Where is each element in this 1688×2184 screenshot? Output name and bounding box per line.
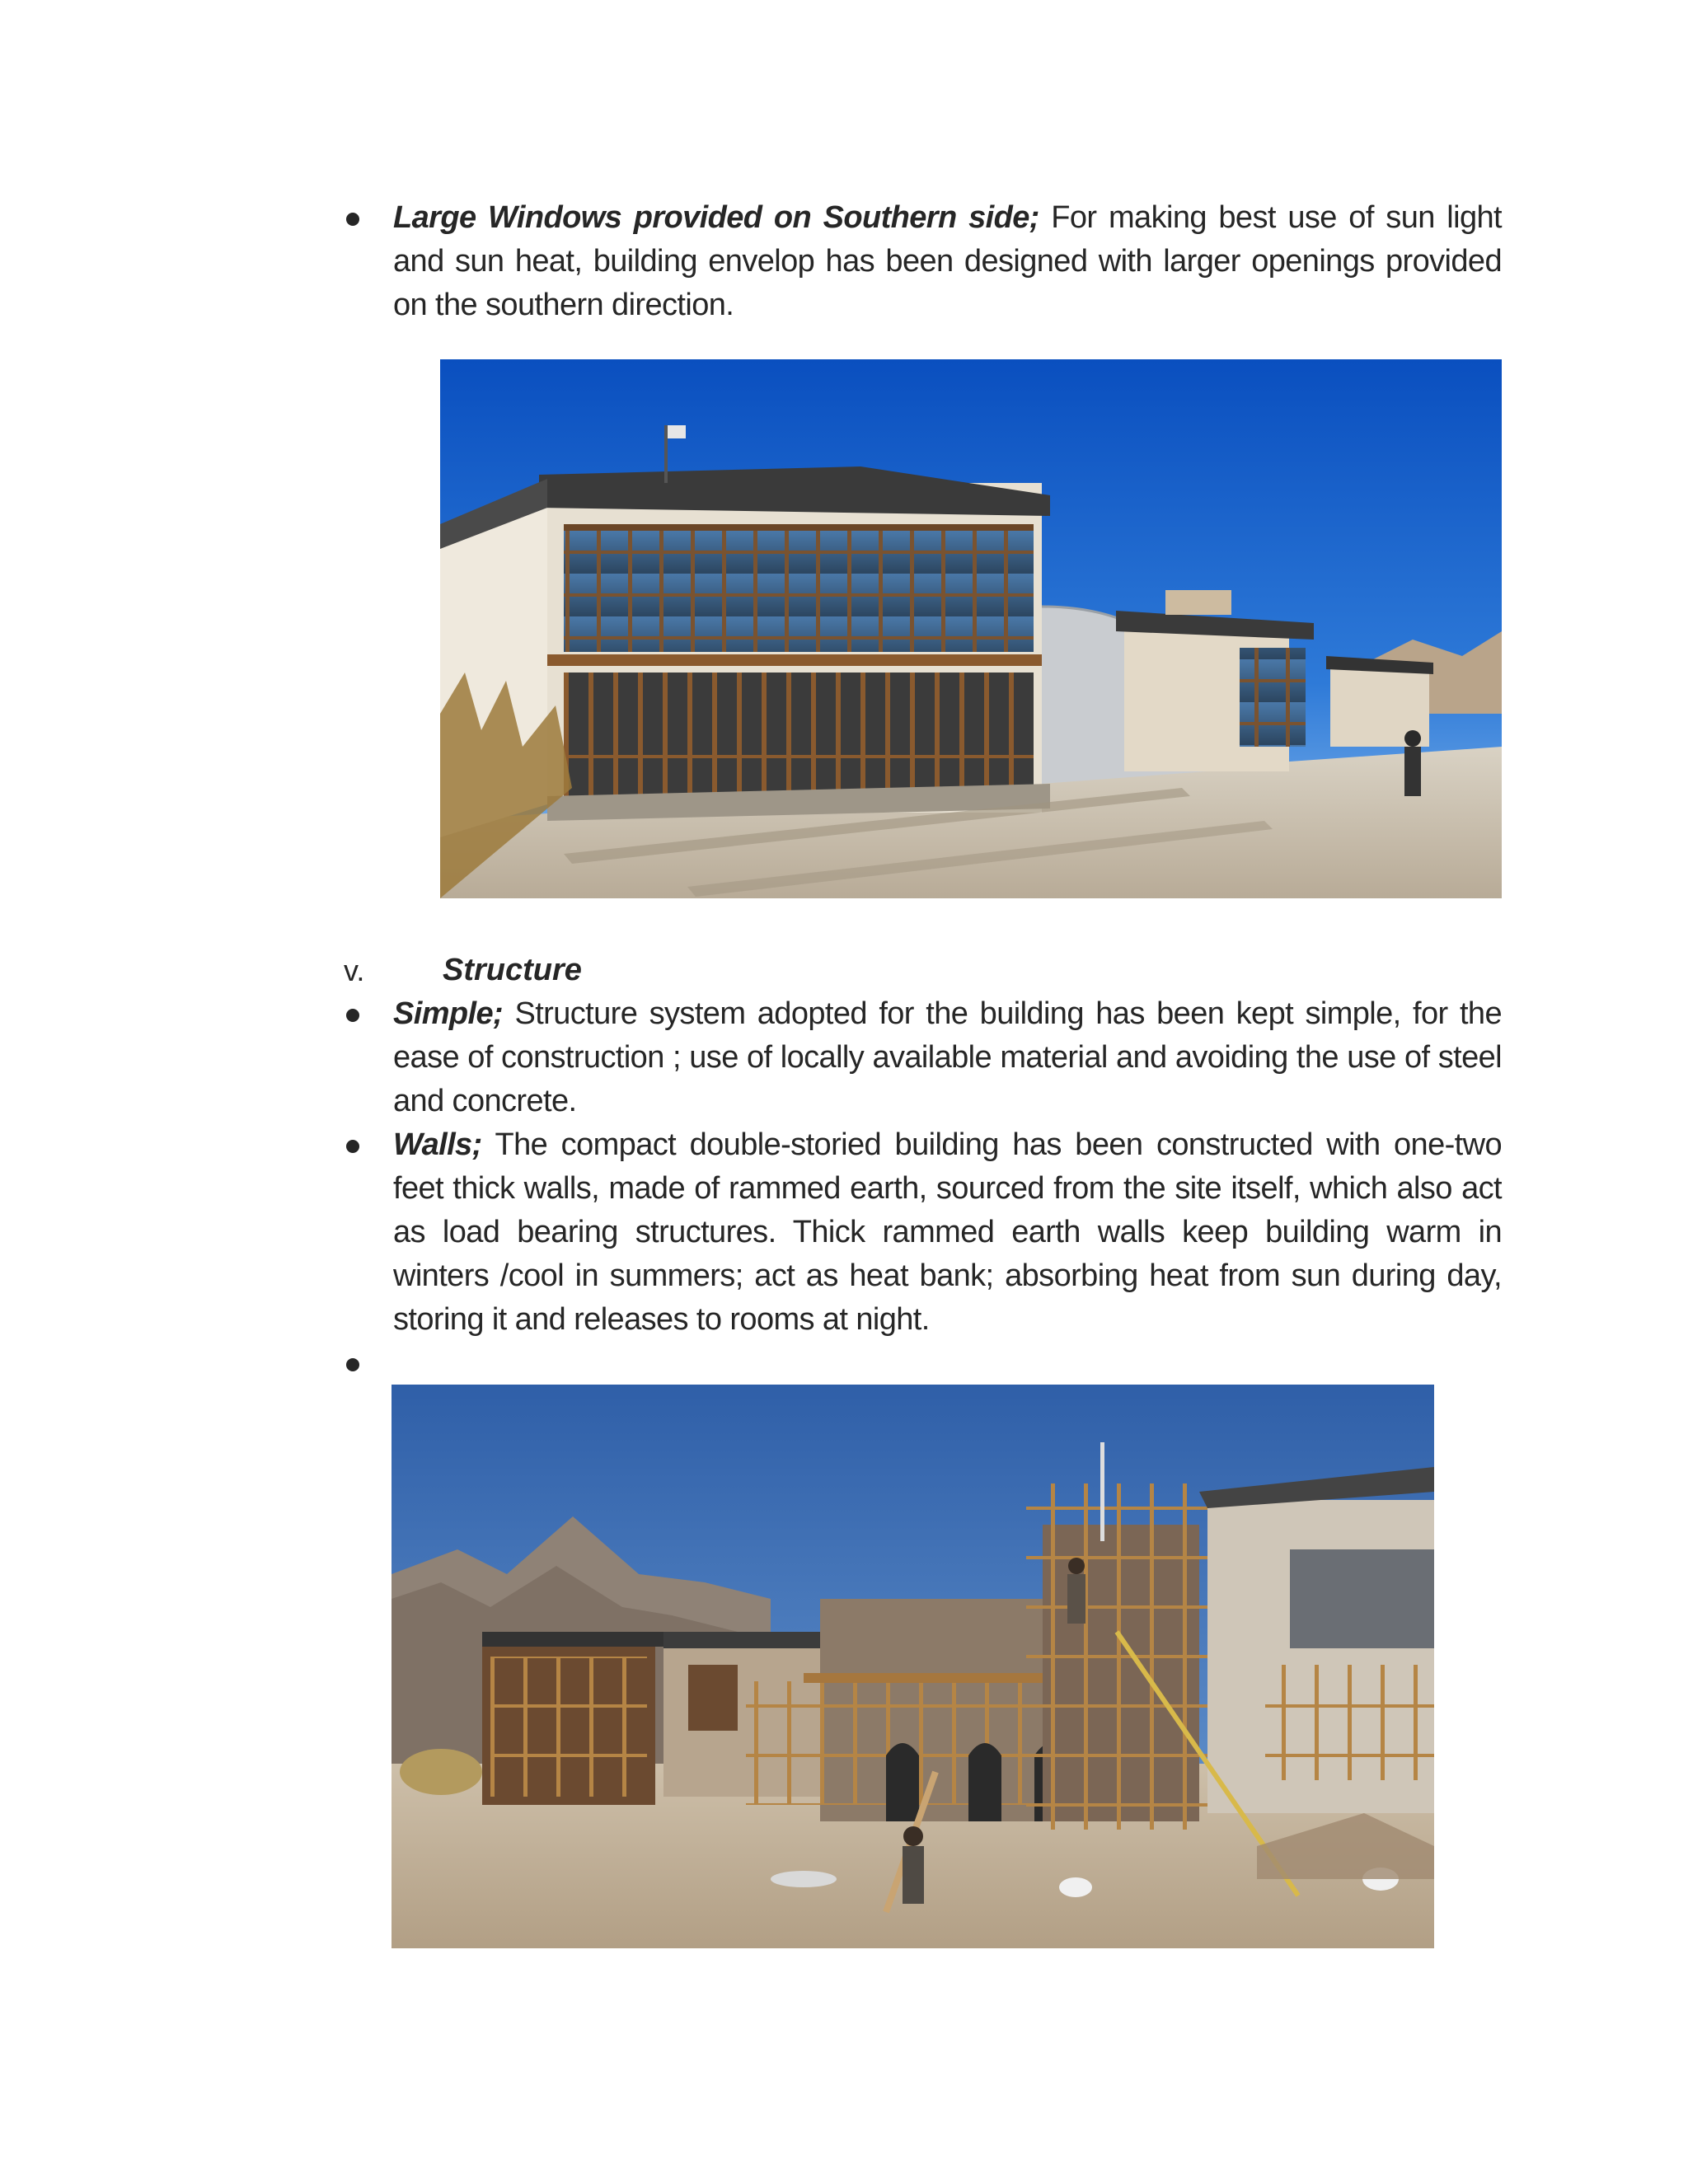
bullet-body: The compact double-storied building has been constructed with one-two feet thick walls, made of rammed earth, sourced from the site itself, which also act as load bearing structures. Thick rammed earth walls keep building warm in winters /cool in summers; act as heat bank; absorbing heat from sun during day, storing it and releases to rooms at night. xyxy=(393,1127,1502,1337)
bullet-paragraph xyxy=(393,992,1502,1123)
bullet-body: For making best use of sun light and sun heat, building envelop has been designed with larger openings provided on the southern direction. xyxy=(393,200,1502,322)
bullet-icon xyxy=(346,213,359,226)
section-title: Structure xyxy=(443,953,582,987)
bullet-heading: Simple; xyxy=(393,996,504,1031)
photo-construction xyxy=(392,1385,1434,1948)
photo-large-windows xyxy=(440,359,1502,898)
bullet-heading: Walls; xyxy=(393,1127,482,1162)
section-number: v. xyxy=(344,954,365,987)
bullet-paragraph xyxy=(393,196,1502,327)
bullet-body: Structure system adopted for the building has been kept simple, for the ease of construction ; use of locally available material and avoiding the use of steel and concrete. xyxy=(393,996,1502,1118)
bullet-paragraph xyxy=(393,1123,1502,1342)
bullet-icon xyxy=(346,1009,359,1022)
bullet-heading: Large Windows provided on Southern side; xyxy=(393,200,1039,235)
bullet-icon xyxy=(346,1140,359,1153)
bullet-icon xyxy=(346,1358,359,1371)
